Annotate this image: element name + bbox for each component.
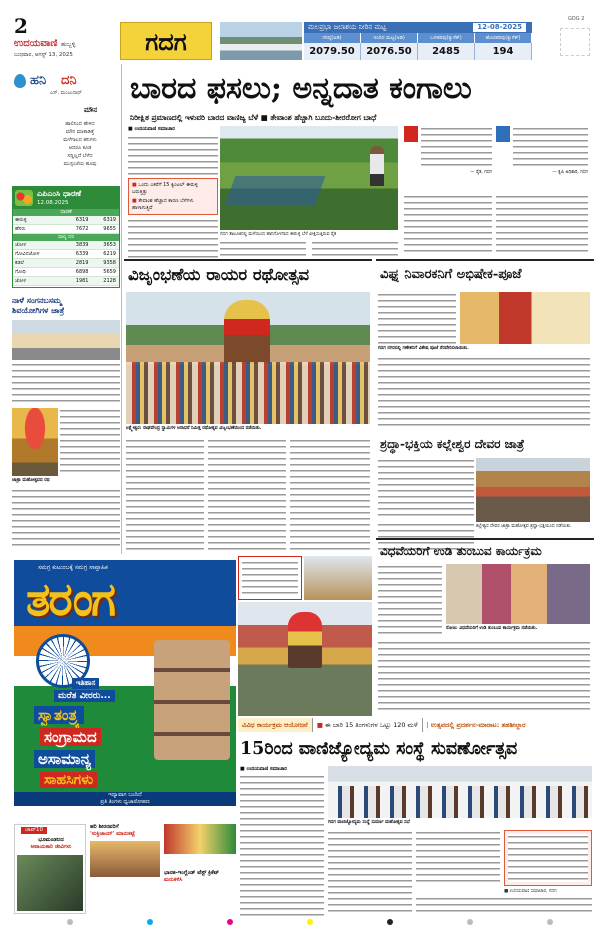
ad-brand: ತರಂಗ xyxy=(26,572,114,626)
ad-portraits xyxy=(154,640,230,760)
lead-bullet-box xyxy=(128,178,218,215)
lead-headline-box xyxy=(124,66,594,112)
market-price: 3653 xyxy=(103,242,116,248)
meeting-caption: ಗದಗ ವಾಣಿಜ್ಯೋದ್ಯಮ ಸಂಸ್ಥೆ ಸುವರ್ಣ ಮಹೋತ್ಸವ ಸಭೆ xyxy=(328,820,410,825)
left-story-building-photo xyxy=(12,320,120,360)
left-story-side-text xyxy=(60,408,120,476)
reservoir-value-cell: 194 xyxy=(475,43,532,60)
crowd xyxy=(126,362,370,424)
reservoir-value-cell: 2485 xyxy=(418,43,475,60)
ad-word-2: ಸಂಗ್ರಾಮದ xyxy=(40,728,101,746)
chariot-photo-right xyxy=(304,556,372,600)
market-price: 6319 xyxy=(75,217,89,223)
lead-quote-2 xyxy=(496,126,588,190)
ad-word-1: ಸ್ವಾತಂತ್ರ್ಯ xyxy=(34,706,84,724)
market-price: 2128 xyxy=(103,278,116,284)
ad-footer-1: ಇದ್ಯಾವಾಗ ಬಂದಿದೆ xyxy=(108,792,142,798)
bottom-note-text xyxy=(508,834,588,882)
feature-1-photo xyxy=(17,855,83,911)
widow-text-2 xyxy=(378,640,590,712)
bottom-col2-text xyxy=(328,830,412,916)
quote-1-text xyxy=(421,126,492,166)
poem-line: ಮೌನ ಮಾತಾಡಿತ್ತೆ xyxy=(65,129,95,135)
vegetable-icon xyxy=(15,190,33,206)
feature-2 xyxy=(90,824,160,914)
poem-line: ಮುಸ್ಸಂಜೆಯ ಹೂವು xyxy=(63,161,97,167)
vighna-caption: ಗದಗ ನಗರದಲ್ಲಿ ಗಣೇಶನಿಗೆ ವಿಶೇಷ ಪೂಜೆ ನೆರವೇರಿಸಲಾಯಿತು. xyxy=(378,346,469,351)
shraddha-headline-box xyxy=(376,432,594,456)
market-item: ಹೆಸರು xyxy=(15,226,26,232)
bottom-headline-box xyxy=(238,734,594,764)
market-price: 6319 xyxy=(103,217,116,223)
left-story-text xyxy=(12,362,120,406)
section-name: ಗದಗ xyxy=(145,28,187,56)
lead-col4-text xyxy=(404,194,492,256)
ticker-bar xyxy=(238,718,594,732)
market-price: 5659 xyxy=(103,269,116,275)
left-story-headline-1: ನಾಳೆ ಸಂಗನಬಸಮ್ಮ xyxy=(12,296,62,305)
market-price: 1981 xyxy=(75,278,89,284)
reservoir-headers xyxy=(304,33,532,43)
feature-3-photo xyxy=(164,824,236,854)
lead-quote-1 xyxy=(404,126,492,190)
market-price: 2819 xyxy=(75,260,89,266)
rath-text-col2 xyxy=(208,438,286,550)
middle-caption-text xyxy=(242,560,298,596)
poem-line: ಮಳೆಗಾಲದ ಹನಿಗಳು xyxy=(63,137,97,143)
rath-headline-box xyxy=(124,259,372,289)
meeting-photo xyxy=(328,766,592,818)
vighna-headline: ವಿಘ್ನ ನಿವಾರಕನಿಗೆ ಅಭಿಷೇಕ-ಪೂಜೆ xyxy=(380,267,522,282)
reservoir-title-bar xyxy=(304,22,532,33)
lead-headline: ಬಾರದ ಫಸಲು; ಅನ್ನದಾತ ಕಂಗಾಲು xyxy=(130,71,472,106)
honey-logo-letter: ಹನಿ xyxy=(30,73,47,88)
reservoir-header-cell: ಒಳಹರಿವು(ಕ್ಯುಸೆಕ್) xyxy=(418,33,475,43)
poem-line: ಆದರೂ ಕೂಡ xyxy=(68,145,92,151)
lead-byline: ■ ಉದಯವಾಣಿ ಸಮಾಚಾರ xyxy=(128,126,175,132)
reservoir-values xyxy=(304,43,532,60)
vighna-text xyxy=(378,292,456,344)
quote-1-by: — ರೈತ, ಗದಗ xyxy=(470,170,492,175)
widow-text xyxy=(378,564,442,636)
tarp xyxy=(225,176,326,206)
quote-2-marker xyxy=(496,126,510,142)
feature-2-photo xyxy=(90,841,160,877)
reservoir-title: ಮಲಪ್ರಭಾ ಜಲಾಶಯ ನೀರಿನ ಮಟ್ಟ xyxy=(308,23,387,31)
market-header xyxy=(13,187,119,209)
rath-caption: ಲಕ್ಷ್ಮೇಶ್ವರ: ರಾಘವೇಂದ್ರ ಸ್ವಾಮಿಗಳ ಆರಾಧನೆ ನಿಮಿತ್ತ ರಥೋತ್ಸವ ವಿಜೃಂಭಣೆಯಿಂದ ನಡೆಯಿತು. xyxy=(126,426,262,431)
chariot-crowd-photo xyxy=(238,602,372,716)
feature-1 xyxy=(14,824,86,914)
left-story-more-text xyxy=(12,488,120,550)
ticker-mid: ■ ಈ ಬಾರಿ 15 ತಿಂಗಳುಗಳ ಒಟ್ಟು 120 ಮಳೆ xyxy=(312,718,422,732)
market-item: ಕಡಲೆ xyxy=(15,260,24,266)
lead-subhead: ನಿರೀಕ್ಷಿತ ಪ್ರಮಾಣದಲ್ಲಿ ಇಳುವರಿ ಬಾರದ ವಾಣಿಜ್ಯ ಬೆಳೆ ■ ತೇವಾಂಶ ಹೆಚ್ಚಾಗಿ ಬೂದು-ಶೀರರೋಗ ಬಾಧೆ xyxy=(130,113,377,122)
vighna-text-2 xyxy=(378,356,590,430)
taranga-ad xyxy=(14,560,236,806)
ad-footer-2: ಪ್ರತಿ ತಿಂಗಳು ಧ್ವಜಾರೋಹಣ xyxy=(100,799,150,805)
feature-2-title: ಹರಿ ಶೀರರವರಿಗೆ 'ಸುಕ್ತಿಜಾಯ್‌' ಮಾರುಕಟ್ಟೆ xyxy=(90,824,135,837)
onion-field-photo xyxy=(220,126,398,230)
rath-text-area xyxy=(126,438,370,550)
shraddha-temple-photo xyxy=(476,458,590,522)
chariot-2 xyxy=(288,612,322,668)
market-table xyxy=(12,186,120,288)
market-price: 3839 xyxy=(75,242,89,248)
market-rows-1 xyxy=(13,216,119,234)
bottom-col1 xyxy=(240,766,324,916)
lead-col3-text xyxy=(312,240,398,256)
meeting-people xyxy=(328,786,592,818)
poem-line: ಹಾಲಿನಿಂದ ಹೇಳಿದ xyxy=(65,121,95,127)
market-row xyxy=(13,268,119,277)
ticker-right: | ಉತ್ಸವದಲ್ಲಿ ಪ್ರದರ್ಶನ-ಮಾರಾಟ: ತಹಶೀಲ್ದಾರ xyxy=(422,718,530,732)
drop-icon xyxy=(14,74,26,88)
widow-caption: ರೋಣ: ವಿಧವೆಯರಿಗೆ ಉಡಿ ತುಂಬುವ ಕಾರ್ಯಕ್ರಮ ನಡೆಯಿತು. xyxy=(446,626,538,631)
market-row xyxy=(13,250,119,259)
paper-name: ಉದಯವಾಣಿ ಹುಬ್ಬಳ್ಳಿ xyxy=(14,38,76,49)
market-rows-2 xyxy=(13,241,119,286)
left-story-headline xyxy=(12,296,120,316)
page-number: 2 xyxy=(14,14,28,38)
widow-event-photo xyxy=(446,564,590,624)
quote-2-text xyxy=(513,126,588,166)
ad-footer xyxy=(14,792,236,806)
print-registration-marks xyxy=(30,918,590,926)
lead-col1-text-bottom xyxy=(128,218,218,258)
market-price: 6219 xyxy=(103,251,116,257)
market-row xyxy=(13,259,119,268)
onion-photo-caption: ಗದಗ ತಾಲೂಕಿನಲ್ಲಿ ಮಳೆಯಿಂದ ಹಾನಿಗೊಳಗಾದ ಈರುಳ್ಳಿ ಬೆಳೆ ವೀಕ್ಷಿಸುತ್ತಿರುವ ರೈತ xyxy=(220,232,337,237)
vighna-headline-box xyxy=(376,259,594,289)
bottom-byline: ■ ಉದಯವಾಣಿ ಸಮಾಚಾರ xyxy=(240,766,287,772)
ad-line1: ಮರೆತ ವೀರರು... xyxy=(54,690,115,702)
market-price: 9358 xyxy=(103,260,116,266)
reservoir-header-cell: ಗರಿಷ್ಠ(ಅಡಿ) xyxy=(304,33,361,43)
ad-word-3: ಅಸಾಮಾನ್ಯ xyxy=(34,750,95,768)
left-story-headline-2: ಶಿವಯೋಗಿಗಳ ಜಾತ್ರೆ xyxy=(12,306,65,315)
feature-3-title: ಭಾರತ-ಇಂಗ್ಲೆಂಡ್‌ ಟೆಸ್ಟ್‌ ಕ್ರಿಕೆಟ್‌ ಮರುಕಳಿಸಿ xyxy=(164,870,220,883)
bottom-col1-text xyxy=(240,774,324,916)
date-line: ಬುಧವಾರ, ಆಗಸ್ಟ್ 13, 2025 xyxy=(14,52,73,58)
bottom-col3-text-2 xyxy=(416,896,592,916)
market-row xyxy=(13,277,119,286)
lead-col1-text-top xyxy=(128,135,218,175)
section-name-box xyxy=(120,22,212,60)
market-price: 6339 xyxy=(75,251,89,257)
farmer-figure xyxy=(370,146,384,186)
market-row xyxy=(13,216,119,225)
reservoir-header-cell: ಹೊರಹರಿವು(ಕ್ಯುಸೆಕ್) xyxy=(475,33,532,43)
market-date: 12.08.2025 xyxy=(37,200,69,206)
lead-bullet-1: ■ ಒಂದು ಎಕರೆಗೆ 15 ಕ್ವಿಂಟಲ್‌ ಈರುಳ್ಳಿ ಬರುತ್ತಿತ್ತು xyxy=(132,182,198,195)
reservoir-header-cell: ಇಂದಿನ ಮಟ್ಟ(ಅಡಿ) xyxy=(361,33,418,43)
ad-kicker: ಇತಿಹಾಸ xyxy=(72,678,99,689)
rath-text-col1 xyxy=(126,438,204,550)
left-story-caption: ಜಾತ್ರಾ ಮಹೋತ್ಸವದ ರಥ xyxy=(12,478,50,483)
market-item: ಜೋಳ xyxy=(15,242,26,248)
reservoir-panel xyxy=(304,22,532,60)
honey-poem xyxy=(40,120,120,168)
corner-registration xyxy=(560,28,590,56)
market-row xyxy=(13,225,119,234)
reservoir-value-cell: 2079.50 xyxy=(304,43,361,60)
lead-bullet-2: ■ ತೇವಾಂಶ ಹೆಚ್ಚಾದ ಕಾರಣ ಬೆಳೆಗಳು ಹಾಳಾಗುತ್ತಿವೆ xyxy=(132,198,194,211)
market-row xyxy=(13,241,119,250)
feature-badge: ಚಾಪ್‌10 xyxy=(21,827,47,834)
widow-headline-box xyxy=(376,538,594,562)
middle-caption-box xyxy=(238,556,302,600)
ticker-left: ವಿವಿಧ ಕಾರ್ಯಕ್ರಮ ಆಯೋಜನೆ xyxy=(238,718,312,732)
bottom-col3-text xyxy=(416,830,500,886)
shraddha-text xyxy=(378,458,474,518)
quote-2-by: — ಕೃಷಿ ಅಧಿಕಾರಿ, ಗದಗ xyxy=(552,170,588,175)
market-item: ಗೋವಿನಜೋಳ xyxy=(15,251,40,257)
poem-line: ಸದ್ದಿಲ್ಲದೆ ಬೆಳೆದ xyxy=(67,153,93,159)
bottom-credit: ■ ಉದಯವಾಣಿ ಸಮಾಚಾರ, ಗದಗ xyxy=(504,889,557,894)
market-group1: ಧಾರಣೆ xyxy=(13,209,119,216)
ad-word-4: ಸಾಹಸಿಗಳು xyxy=(40,772,97,788)
market-price: 9655 xyxy=(103,226,116,232)
bottom-headline: 15ರಿಂದ ವಾಣಿಜ್ಯೋದ್ಯಮ ಸಂಸ್ಥೆ ಸುವರ್ಣೋತ್ಸವ xyxy=(240,739,518,759)
chariot-photo-left xyxy=(12,408,58,476)
dam-photo xyxy=(220,22,302,60)
rath-procession-photo xyxy=(126,292,370,424)
quote-1-marker xyxy=(404,126,418,142)
rath-text-col3 xyxy=(290,438,370,550)
shraddha-caption: ಕಲ್ಲೇಶ್ವರ ದೇವರ ಜಾತ್ರಾ ಮಹೋತ್ಸವ ಶ್ರದ್ಧಾ-ಭಕ್ತಿಯಿಂದ ನಡೆಯಿತು. xyxy=(476,524,572,529)
market-group2: ಧಾನ್ಯ ದರ xyxy=(13,234,119,241)
honey-title: ಮೌನ xyxy=(84,106,98,114)
lead-col5-text xyxy=(496,194,588,256)
shraddha-headline: ಶ್ರದ್ಧಾ-ಭಕ್ತಿಯ ಕಲ್ಲೇಶ್ವರ ದೇವರ ಜಾತ್ರೆ xyxy=(380,437,525,451)
honey-logo-word: ದನಿ xyxy=(61,73,77,88)
bottom-note-box xyxy=(504,830,592,886)
ganesha-photo xyxy=(460,292,590,344)
market-item: ಈರುಳ್ಳಿ xyxy=(15,217,27,223)
feature-1-title: ಭೂಮಂಡಲದ ಅಪಾಯಕಾರಿ ಜೀವಿಗಳು xyxy=(30,837,72,850)
feature-3 xyxy=(164,824,236,914)
lead-column-1 xyxy=(128,126,218,256)
bottom-left-features xyxy=(14,824,236,916)
market-item: ಜೋಳ xyxy=(15,278,26,284)
lead-col2-text xyxy=(220,240,306,256)
market-price: 6898 xyxy=(75,269,89,275)
masthead xyxy=(0,0,600,64)
market-title: ಎಪಿಎಂಸಿ ಧಾರಣೆ xyxy=(37,189,82,198)
rath-headline: ವಿಜೃಂಭಣೆಯ ರಾಯರ ರಥೋತ್ಸವ xyxy=(128,265,310,284)
market-item: ಗೋಧಿ xyxy=(15,269,26,275)
reservoir-value-cell: 2076.50 xyxy=(361,43,418,60)
corner-code: GDG 2 xyxy=(568,16,585,22)
widow-headline: ವಿಧವೆಯರಿಗೆ ಉಡಿ ತುಂಬುವ ಕಾರ್ಯಕ್ರಮ xyxy=(380,544,542,558)
chariot xyxy=(224,300,270,364)
reservoir-date: 12-08-2025 xyxy=(473,23,526,32)
honey-author: ಎಸ್. ಮಂಜುನಾಥ್ xyxy=(50,90,82,96)
market-price: 7672 xyxy=(75,226,89,232)
ad-tagline: ಸಮಗ್ರ ಕುಟುಂಬಕ್ಕೆ ಸಮಗ್ರ ಸಾಪ್ತಾಹಿಕ xyxy=(38,564,108,571)
left-column xyxy=(10,64,122,554)
